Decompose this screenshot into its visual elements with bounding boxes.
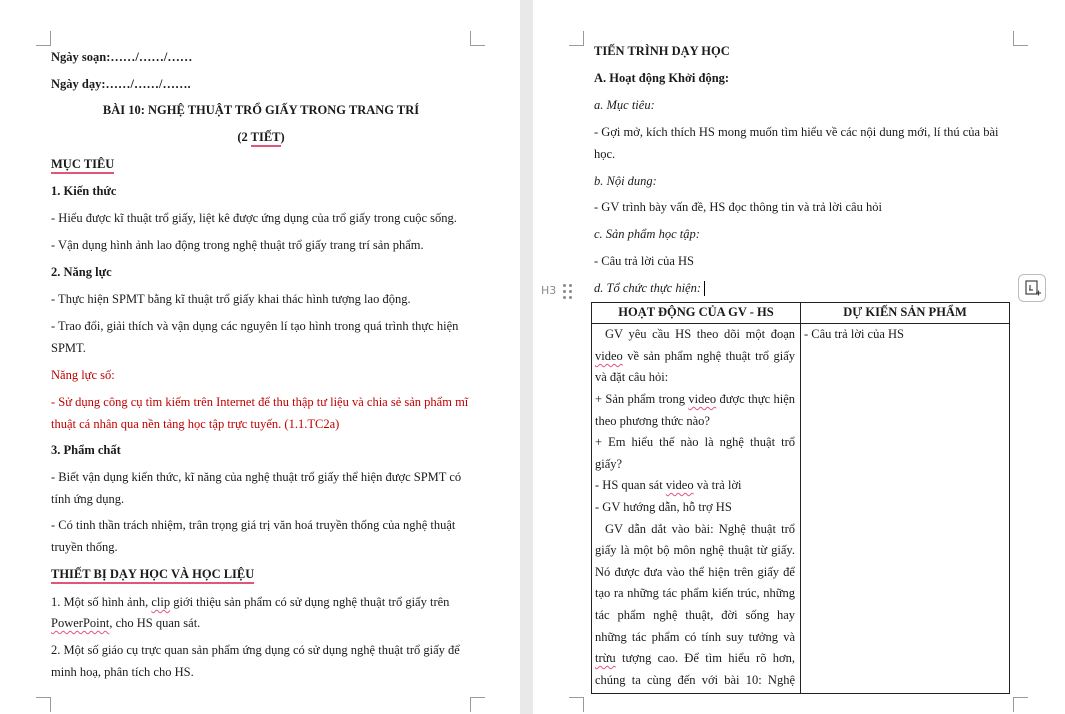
table-cell-line[interactable]: tạo ra những tác phẩm kiến trúc, những (595, 586, 795, 600)
table-cell-line[interactable]: GV dẫn dắt vào bài: Nghệ thuật trổ (605, 522, 795, 536)
text-muc-tieu-b[interactable]: học. (594, 147, 616, 161)
note-add-icon (1019, 275, 1045, 301)
table-cell-product[interactable]: - Câu trả lời của HS (804, 327, 904, 341)
heading-pham-chat[interactable]: 3. Phẩm chất (51, 443, 121, 457)
table-column-divider (800, 303, 801, 693)
label-muc-tieu[interactable]: a. Mục tiêu: (594, 98, 655, 112)
table-cell-line[interactable]: Nó được đưa vào thể hiện trên giấy để (595, 565, 795, 579)
margin-mark (36, 31, 51, 46)
section-tien-trinh[interactable]: TIẾN TRÌNH DẠY HỌC (594, 44, 730, 58)
table-cell-line[interactable]: những tác phẩm có tính suy tưởng và (595, 630, 795, 644)
date-taught[interactable]: Ngày dạy:……/……/……. (51, 77, 191, 91)
insert-note-button[interactable] (1018, 274, 1046, 302)
text-san-pham[interactable]: - Câu trả lời của HS (594, 254, 694, 268)
margin-mark (569, 31, 584, 46)
table-cell-line[interactable]: giấy? (595, 457, 623, 471)
table-cell-line[interactable]: giấy là một bộ môn nghệ thuật từ giấy. (595, 543, 795, 557)
margin-mark (1013, 31, 1028, 46)
table-header-divider (592, 323, 1009, 324)
margin-mark (569, 697, 584, 712)
table-cell-line[interactable]: - GV hướng dẫn, hỗ trợ HS (595, 500, 732, 514)
section-muc-tieu[interactable]: MỤC TIÊU (51, 157, 114, 172)
table-cell-line[interactable]: - HS quan sát video và trả lời (595, 478, 742, 492)
heading-nang-luc[interactable]: 2. Năng lực (51, 265, 112, 279)
heading-khoi-dong[interactable]: A. Hoạt động Khởi động: (594, 71, 730, 85)
text-muc-tieu-a[interactable]: - Gợi mở, kích thích HS mong muốn tìm hiểu về các nội dung mới, lí thú của bài (594, 125, 999, 139)
table-header-product[interactable]: DỰ KIẾN SẢN PHẨM (843, 305, 967, 319)
text-nang-luc-so-a[interactable]: - Sử dụng công cụ tìm kiếm trên Internet để thu thập tư liệu và chia sẻ sản phẩm mĩ (51, 395, 469, 409)
table-cell-line[interactable]: chúng ta cùng đến với bài 10: Nghệ (595, 673, 795, 687)
section-thiet-bi[interactable]: THIẾT BỊ DẠY HỌC VÀ HỌC LIỆU (51, 567, 254, 582)
text-kien-thuc-1[interactable]: - Hiểu được kĩ thuật trổ giấy, liệt kê được ứng dụng của trổ giấy trong cuộc sống. (51, 211, 457, 225)
text-nang-luc-1[interactable]: - Thực hiện SPMT bằng kĩ thuật trổ giấy khai thác hình tượng lao động. (51, 292, 411, 306)
heading-nang-luc-so[interactable]: Năng lực số: (51, 368, 115, 382)
table-cell-line[interactable]: tác phẩm nghệ thuật, đời sống hay (595, 608, 795, 622)
margin-mark (36, 697, 51, 712)
text-nang-luc-2b[interactable]: SPMT. (51, 341, 86, 355)
text-thiet-bi-2a[interactable]: 2. Một số giáo cụ trực quan sản phẩm ứng dụng có sử dụng nghệ thuật trổ giấy để (51, 643, 460, 657)
text-thiet-bi-2b[interactable]: minh hoạ, phân tích cho HS. (51, 665, 194, 679)
lesson-duration[interactable]: (2 TIẾT) (51, 130, 471, 145)
text-thiet-bi-1a[interactable]: 1. Một số hình ảnh, clip giới thiệu sản phẩm có sử dụng nghệ thuật trổ giấy trên (51, 595, 450, 609)
text-noi-dung[interactable]: - GV trình bày vấn đề, HS đọc thông tin và trả lời câu hỏi (594, 200, 882, 214)
table-cell-line[interactable]: và đặt câu hỏi: (595, 370, 669, 384)
table-cell-line[interactable]: trừu tượng cao. Để tìm hiểu rõ hơn, (595, 651, 795, 665)
table-cell-line[interactable]: video về sản phẩm nghệ thuật trổ giấy (595, 349, 795, 363)
text-thiet-bi-1b[interactable]: PowerPoint, cho HS quan sát. (51, 616, 201, 630)
text-pham-chat-2b[interactable]: truyền thống. (51, 540, 118, 554)
table-cell-line[interactable]: GV yêu cầu HS theo dõi một đoạn (605, 327, 795, 341)
text-pham-chat-2a[interactable]: - Có tinh thần trách nhiệm, trân trọng giá trị văn hoá truyền thống của nghệ thuật (51, 518, 456, 532)
label-san-pham[interactable]: c. Sản phẩm học tập: (594, 227, 700, 241)
text-kien-thuc-2[interactable]: - Vận dụng hình ảnh lao động trong nghệ thuật trổ giấy trang trí sản phẩm. (51, 238, 424, 252)
margin-mark (1013, 697, 1028, 712)
text-nang-luc-so-b[interactable]: thuật cá nhân qua nền tảng học tập trực tuyến. (1.1.TC2a) (51, 417, 340, 431)
document-page-left (0, 0, 520, 714)
activity-table (591, 302, 1010, 694)
drag-handle-icon[interactable] (563, 283, 573, 299)
table-cell-line[interactable]: + Sản phẩm trong video được thực hiện (595, 392, 795, 406)
table-cell-line[interactable]: + Em hiểu thế nào là nghệ thuật trổ (595, 435, 795, 449)
heading-kien-thuc[interactable]: 1. Kiến thức (51, 184, 117, 198)
table-cell-line[interactable]: theo phương thức nào? (595, 414, 710, 428)
date-prepared[interactable]: Ngày soạn:……/……/…… (51, 50, 193, 64)
lesson-title[interactable]: BÀI 10: NGHỆ THUẬT TRỔ GIẤY TRONG TRANG TRÍ (102, 103, 420, 117)
heading-level-indicator: H3 (541, 284, 557, 297)
label-to-chuc[interactable]: d. Tổ chức thực hiện: (594, 281, 702, 295)
text-pham-chat-1a[interactable]: - Biết vận dụng kiến thức, kĩ năng của nghệ thuật trổ giấy thể hiện được SPMT có (51, 470, 462, 484)
label-noi-dung[interactable]: b. Nội dung: (594, 174, 657, 188)
table-header-activity[interactable]: HOẠT ĐỘNG CỦA GV - HS (618, 305, 774, 319)
text-cursor (704, 281, 705, 296)
text-nang-luc-2a[interactable]: - Trao đổi, giải thích và vận dụng các nguyên lí tạo hình trong quá trình thực hiện (51, 319, 459, 333)
text-pham-chat-1b[interactable]: tính ứng dụng. (51, 492, 125, 506)
margin-mark (470, 31, 485, 46)
margin-mark (470, 697, 485, 712)
